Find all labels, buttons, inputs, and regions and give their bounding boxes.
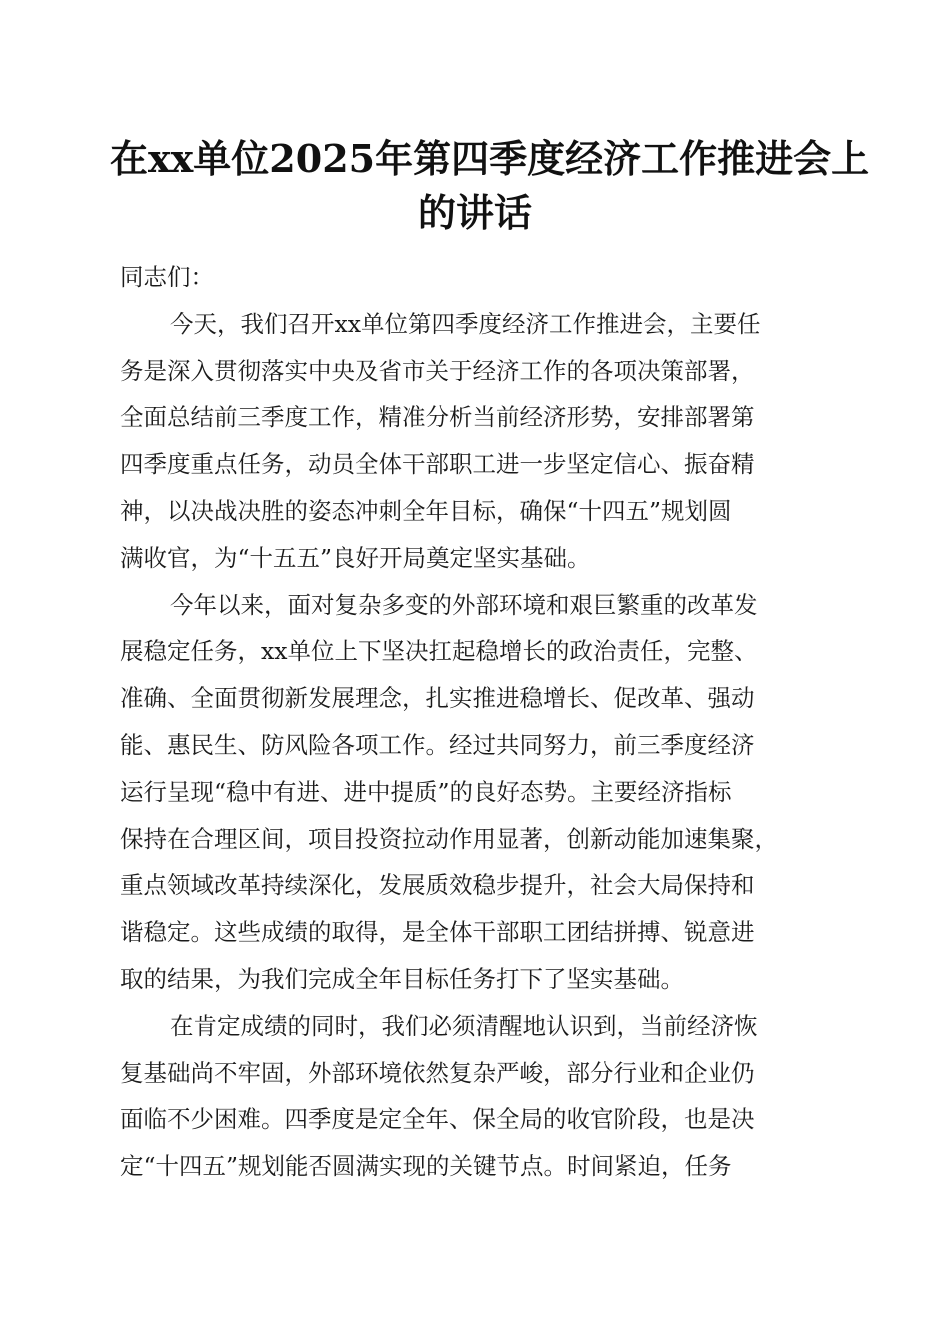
paragraph-line: 定“十四五”规划能否圆满实现的关键节点。时间紧迫，任务 xyxy=(120,1152,732,1181)
paragraph-line: 全面总结前三季度工作，精准分析当前经济形势，安排部署第 xyxy=(120,403,755,432)
paragraph-line: 准确、全面贯彻新发展理念，扎实推进稳增长、促改革、强动 xyxy=(120,684,755,713)
paragraph-line: 今年以来，面对复杂多变的外部环境和艰巨繁重的改革发 xyxy=(170,590,758,619)
title-line: 的讲话 xyxy=(417,190,532,235)
paragraph-line: 四季度重点任务，动员全体干部职工进一步坚定信心、振奋精 xyxy=(120,450,755,479)
paragraph-line: 运行呈现“稳中有进、进中提质”的良好态势。主要经济指标 xyxy=(120,777,732,806)
paragraph-3 xyxy=(120,1003,832,1190)
paragraph-line: 务是深入贯彻落实中央及省市关于经济工作的各项决策部署， xyxy=(120,356,755,385)
paragraph-1 xyxy=(120,301,832,582)
salutation: 同志们： xyxy=(120,263,214,291)
document-body xyxy=(120,254,832,1190)
paragraph-line: 神，以决战决胜的姿态冲刺全年目标，确保“十四五”规划圆 xyxy=(120,496,732,525)
paragraph-line: 重点领域改革持续深化，发展质效稳步提升，社会大局保持和 xyxy=(120,871,755,900)
paragraph-2 xyxy=(120,582,832,1003)
paragraph-line: 满收官，为“十五五”良好开局奠定坚实基础。 xyxy=(120,543,591,572)
paragraph-line: 展稳定任务，xx单位上下坚决扛起稳增长的政治责任，完整、 xyxy=(120,637,758,666)
paragraph-line: 谐稳定。这些成绩的取得，是全体干部职工团结拼搏、锐意进 xyxy=(120,918,755,947)
paragraph-line: 面临不少困难。四季度是定全年、保全局的收官阶段，也是决 xyxy=(120,1105,755,1134)
document-title xyxy=(110,132,870,240)
paragraph-line: 保持在合理区间，项目投资拉动作用显著，创新动能加速集聚， xyxy=(120,824,778,853)
paragraph-line: 今天，我们召开xx单位第四季度经济工作推进会，主要任 xyxy=(170,309,761,338)
paragraph-line: 在肯定成绩的同时，我们必须清醒地认识到，当前经济恢 xyxy=(170,1011,758,1040)
title-line: 在xx单位2025年第四季度经济工作推进会上 xyxy=(110,136,870,181)
paragraph-line: 能、惠民生、防风险各项工作。经过共同努力，前三季度经济 xyxy=(120,730,755,759)
paragraph-line: 复基础尚不牢固，外部环境依然复杂严峻，部分行业和企业仍 xyxy=(120,1058,755,1087)
paragraph-line: 取的结果，为我们完成全年目标任务打下了坚实基础。 xyxy=(120,964,684,993)
